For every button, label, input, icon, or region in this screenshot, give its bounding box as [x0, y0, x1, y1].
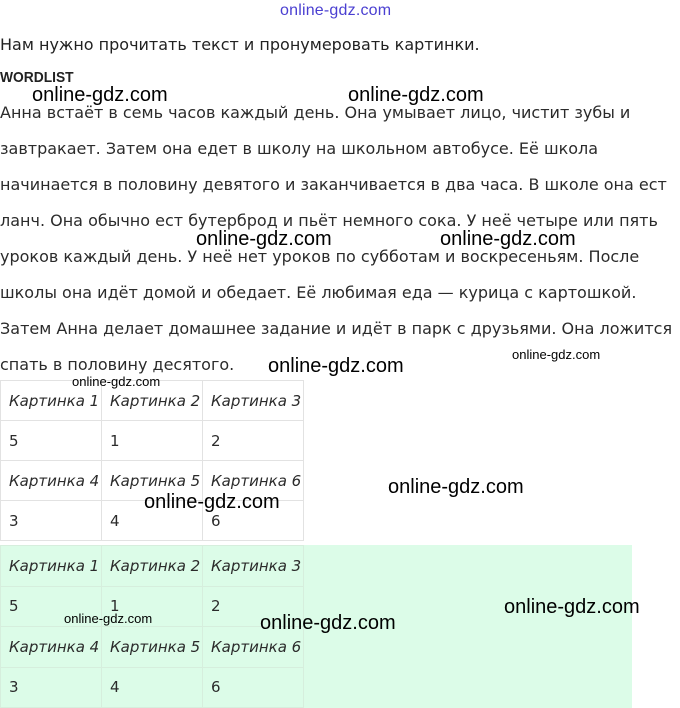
wordlist-heading: WORDLIST [0, 69, 74, 86]
watermark: online-gdz.com [260, 612, 396, 634]
watermark: online-gdz.com [196, 228, 332, 250]
table-cell: Картинка 2 [102, 546, 203, 587]
watermark: online-gdz.com [64, 611, 153, 626]
table-cell: Картинка 5 [102, 461, 203, 501]
story-line: Затем Анна делает домашнее задание и идёт в парк с друзьями. Она ложится [0, 319, 673, 338]
story-line: ланч. Она обычно ест бутерброд и пьёт немного сока. У неё четыре или пять [0, 211, 658, 230]
table-cell: 4 [102, 501, 203, 541]
watermark: online-gdz.com [72, 374, 161, 389]
table-cell: Картинка 3 [203, 381, 304, 421]
table-cell: Картинка 3 [203, 546, 304, 587]
story-text [0, 95, 680, 383]
watermark: online-gdz.com [268, 355, 404, 377]
watermark: online-gdz.com [388, 476, 524, 498]
story-line: завтракает. Затем она едет в школу на школьном автобусе. Её школа [0, 139, 599, 158]
table-cell: 2 [203, 586, 304, 627]
watermark: online-gdz.com [32, 84, 168, 106]
table-cell: 2 [203, 421, 304, 461]
table-cell: Картинка 6 [203, 627, 304, 668]
table-row [1, 546, 304, 587]
watermark: online-gdz.com [512, 347, 601, 362]
table-cell: Картинка 4 [1, 627, 102, 668]
table-cell: Картинка 1 [1, 381, 102, 421]
pictures-table [0, 380, 304, 541]
table-cell: 5 [1, 421, 102, 461]
answer-table [0, 545, 304, 708]
table-cell: Картинка 5 [102, 627, 203, 668]
table-cell: 1 [102, 421, 203, 461]
story-line: начинается в половину девятого и заканчивается в два часа. В школе она ест [0, 175, 667, 194]
table-cell: Картинка 1 [1, 546, 102, 587]
table-cell: Картинка 2 [102, 381, 203, 421]
table-cell: 6 [203, 667, 304, 708]
table-cell: Картинка 6 [203, 461, 304, 501]
table-cell: 4 [102, 667, 203, 708]
watermark: online-gdz.com [440, 228, 576, 250]
story-line: уроков каждый день. У неё нет уроков по субботам и воскресеньям. После [0, 247, 640, 266]
story-line: школы она идёт домой и обедает. Её любимая еда — курица с картошкой. [0, 283, 637, 302]
site-watermark-top: online-gdz.com [280, 2, 392, 19]
table-cell: 3 [1, 501, 102, 541]
table-cell: 1 [102, 586, 203, 627]
story-line: Анна встаёт в семь часов каждый день. Она умывает лицо, чистит зубы и [0, 103, 631, 122]
task-instruction: Нам нужно прочитать текст и пронумеровать картинки. [0, 35, 480, 54]
table-cell: Картинка 4 [1, 461, 102, 501]
table-cell: 5 [1, 586, 102, 627]
watermark: online-gdz.com [144, 491, 280, 513]
watermark: online-gdz.com [504, 596, 640, 618]
table-row [1, 667, 304, 708]
table-row [1, 421, 304, 461]
watermark: online-gdz.com [348, 84, 484, 106]
story-line: спать в половину десятого. [0, 355, 235, 374]
table-row [1, 627, 304, 668]
table-cell: 6 [203, 501, 304, 541]
table-cell: 3 [1, 667, 102, 708]
